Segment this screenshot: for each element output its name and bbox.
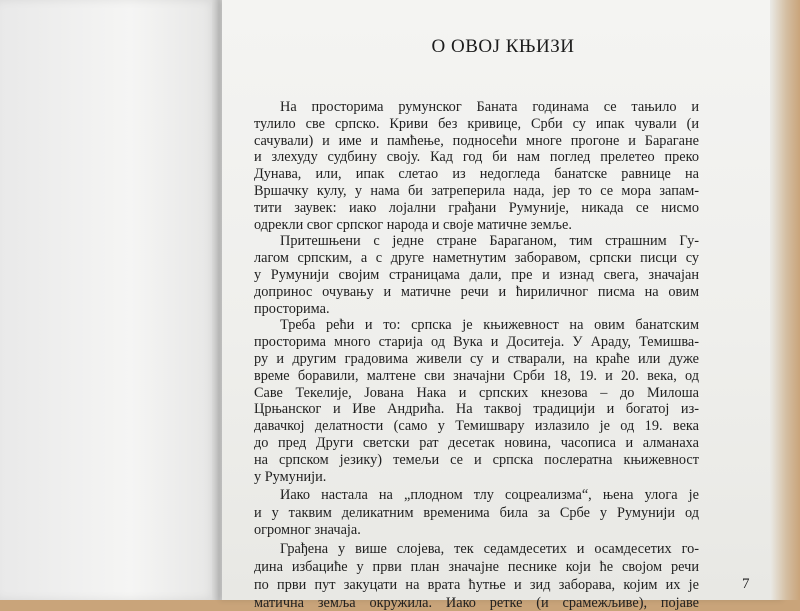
text-line: допринос очувању и матичне речи и ћириличног писма на овим — [254, 283, 699, 300]
text-line: тулило све српско. Криви без кривице, Срби су ипак чували (и — [254, 115, 699, 132]
page-number: 7 — [742, 576, 750, 592]
text-line: просторима. — [254, 300, 330, 317]
text-line: давачкој делатности (само у Темишвару излазило је од 19. века — [254, 418, 699, 435]
text-line: дина избациће у први план значајне песнике који ће својом речи — [254, 559, 699, 575]
text-line: до пред Други светски рат десетак новина, часописа и алманаха — [254, 435, 699, 451]
text-line: на српском језику) темељи се и српска послератна књижевност — [254, 451, 699, 468]
text-line: огромног значаја. — [254, 522, 361, 538]
text-line: у Румунији. — [254, 468, 327, 485]
text-line: време боравили, малтене сви значајни Срби 18, 19. и 20. века, од — [254, 367, 699, 384]
text-line: по први пут закуцати на врата ћутње и зид заборава, којим их је — [254, 577, 699, 593]
page-edge — [770, 0, 800, 600]
text-line: сачували) и име и памћење, подносећи многе прогоне и Бараганe — [254, 132, 699, 149]
left-page — [0, 0, 218, 600]
text-line: Иако настала на „плодном тлу соцреализма“, њена улога је — [280, 487, 699, 503]
text-line: просторима много старија од Вука и Доситеја. У Араду, Темишва- — [254, 334, 699, 351]
text-line: и злехуду судбину своју. Кад год би нам поглед прелетео преко — [254, 149, 699, 166]
text-line: и у таквим деликатним временима била за Србе у Румунији од — [254, 504, 699, 521]
text-line: одрекли свог српског народа и своје матичне земље. — [254, 216, 572, 233]
text-line: Вршачку кулу, у нама би затреперила нада, јер то се мора запам- — [254, 183, 699, 199]
text-line: Црњанског и Иве Андрића. На таквој традицији и богатој из- — [254, 401, 699, 418]
text-line: Саве Текелије, Јована Нака и српских кнезова – до Милоша — [254, 384, 699, 401]
text-line: Дунава, или, ипак слетао из недогледа банатске равнице на — [254, 166, 699, 183]
text-line: тити заувек: иако лојални грађани Румуније, никада се нисмо — [254, 199, 699, 216]
text-line: Притешњени с једне стране Бараганом, тим страшним Гу- — [280, 233, 699, 250]
page-title: О ОВОЈ КЊИЗИ — [431, 36, 575, 57]
right-page — [222, 0, 784, 611]
text-line: ру и другим градовима живели су и стварали, на краће или дуже — [254, 351, 699, 367]
text-line: матична земља окружила. Иако ретке (и срамежљиве), појаве — [254, 595, 699, 611]
text-line: лагом српским, а с друге наметнутим заборавом, српски писци су — [254, 250, 699, 267]
text-line: Треба рећи и то: српска је књижевност на овим банатским — [280, 317, 699, 334]
text-line: Грађена у више слојева, тек седамдесетих и осамдесетих го- — [280, 541, 699, 557]
text-line: На просторима румунског Баната годинама се тањило и — [280, 99, 699, 115]
text-line: у Румунији својим страницама дали, пре и изнад свега, значајан — [254, 267, 699, 283]
